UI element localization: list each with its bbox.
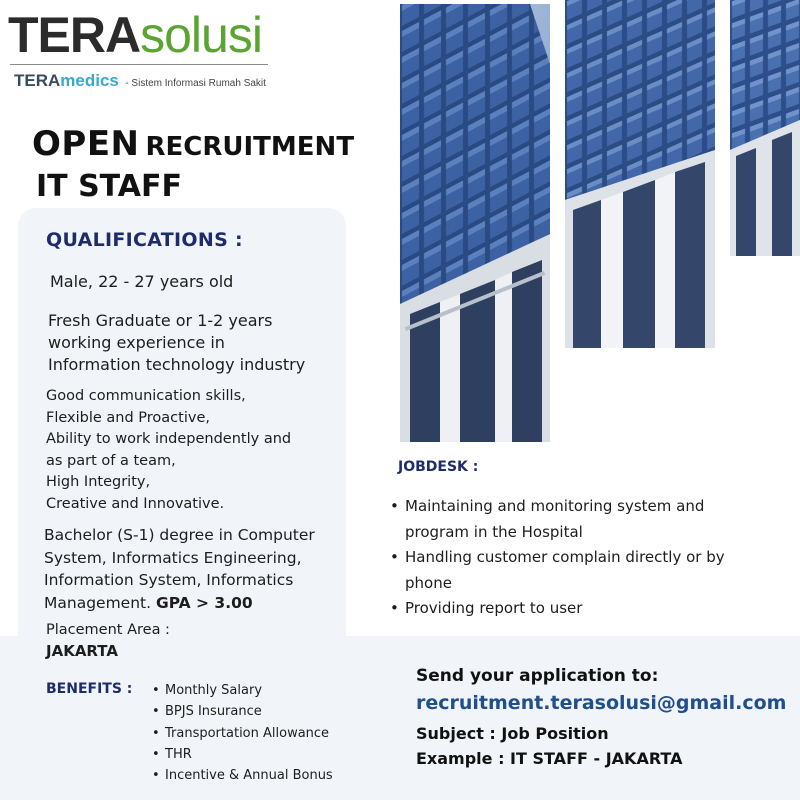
- jobdesk-item: • Handling customer complain directly or by phone: [390, 545, 770, 596]
- jobdesk-title: JOBDESK :: [398, 459, 479, 475]
- logo-divider: [10, 64, 268, 65]
- benefit-item: • BPJS Insurance: [152, 701, 333, 722]
- skill-line: Good communication skills,: [46, 388, 246, 404]
- skill-line: as part of a team,: [46, 452, 176, 469]
- headline-position: IT STAFF: [36, 169, 183, 204]
- gpa-requirement: GPA > 3.00: [155, 593, 253, 612]
- benefit-item: • Monthly Salary: [152, 680, 333, 701]
- education-line: Bachelor (S-1) degree in Computer: [44, 526, 315, 544]
- skill-line: Flexible and Proactive,: [46, 409, 210, 426]
- qualification-education: [44, 524, 315, 614]
- education-line: Information System, Informatics: [44, 571, 294, 589]
- qualifications-title: QUALIFICATIONS :: [46, 229, 243, 251]
- education-line: System, Informatics Engineering,: [44, 548, 302, 567]
- benefits-title: BENEFITS :: [46, 681, 133, 697]
- skill-line: High Integrity,: [46, 474, 151, 490]
- benefit-item: • THR: [152, 744, 333, 765]
- product-name-bold: TERA: [14, 71, 61, 90]
- placement-label: Placement Area :: [46, 622, 170, 638]
- skill-line: Ability to work independently and: [46, 431, 292, 447]
- logo-brand-bold: TERA: [8, 7, 141, 63]
- application-title: Send your application to:: [416, 666, 659, 686]
- qualification-experience: [48, 310, 305, 376]
- jobdesk-list: [390, 494, 770, 622]
- logo-brand-light: solusi: [140, 7, 262, 63]
- building-photos: [398, 0, 800, 446]
- application-example: Example : IT STAFF - JAKARTA: [416, 749, 683, 768]
- jobdesk-item: • Maintaining and monitoring system and program in the Hospital: [390, 494, 770, 545]
- building-photo-right: [730, 0, 800, 256]
- product-tagline: - Sistem Informasi Rumah Sakit: [125, 78, 266, 89]
- education-last-text: Management.: [44, 593, 152, 612]
- bottom-band: [0, 636, 800, 800]
- benefit-item: • Transportation Allowance: [152, 723, 333, 744]
- skill-line: Creative and Innovative.: [46, 495, 225, 512]
- placement-value: JAKARTA: [46, 642, 118, 660]
- qualification-age: Male, 22 - 27 years old: [50, 272, 234, 291]
- qualification-skills: [46, 386, 291, 515]
- application-email[interactable]: recruitment.terasolusi@gmail.com: [416, 692, 787, 714]
- benefit-item: • Incentive & Annual Bonus: [152, 765, 333, 786]
- headline-open: OPEN: [32, 124, 140, 164]
- application-subject: Subject : Job Position: [416, 724, 609, 743]
- experience-line: working experience in: [48, 333, 225, 352]
- terasolusi-logo: [8, 7, 262, 63]
- teramedics-logo: [14, 71, 266, 91]
- headline-recruitment: RECRUITMENT: [145, 132, 355, 162]
- benefits-list: [152, 680, 333, 786]
- building-photo-middle: [565, 0, 715, 348]
- headline-open-recruitment: [32, 124, 355, 164]
- jobdesk-item: • Providing report to user: [390, 596, 770, 622]
- experience-line: Fresh Graduate or 1-2 years: [48, 311, 273, 330]
- product-name-accent: medics: [60, 71, 119, 90]
- experience-line: Information technology industry: [48, 355, 306, 374]
- education-line-last: [44, 592, 315, 615]
- building-photo-left: [400, 4, 550, 442]
